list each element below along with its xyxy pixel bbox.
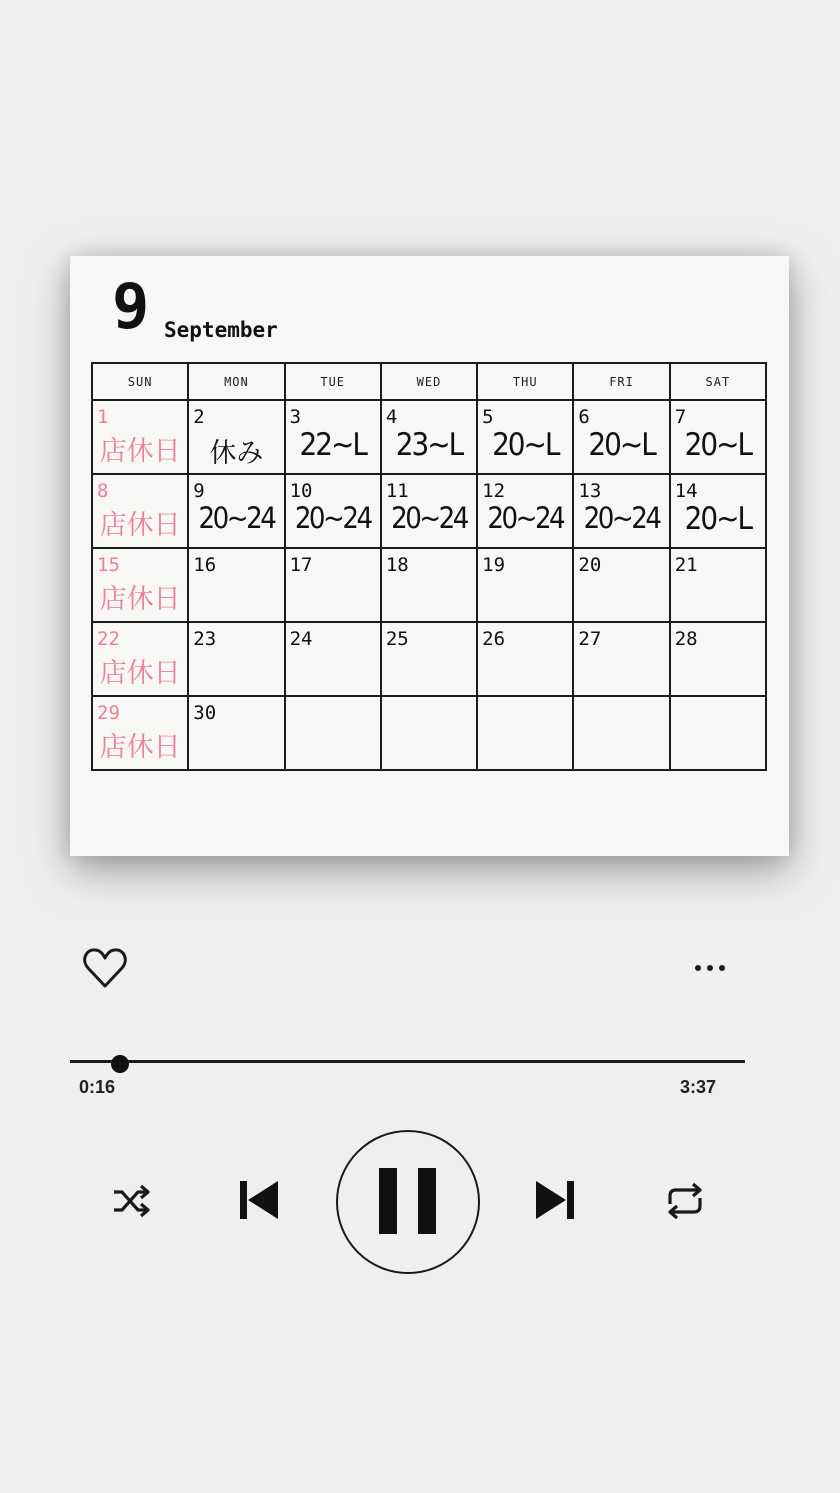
weekday-wed: WED	[381, 363, 477, 400]
day-cell[interactable]	[92, 622, 188, 696]
day-number: 21	[674, 554, 698, 576]
day-number: 30	[193, 702, 217, 724]
closed-day-label: 店休日	[99, 732, 181, 763]
shift-label: 20~24	[294, 501, 371, 535]
day-cell[interactable]	[381, 696, 477, 770]
calendar-grid	[91, 362, 767, 771]
day-number: 2	[193, 406, 205, 428]
day-number: 24	[289, 628, 313, 650]
day-number: 10	[289, 480, 313, 502]
weekday-fri: FRI	[573, 363, 669, 400]
pause-icon	[338, 1132, 478, 1272]
closed-day-label: 店休日	[99, 658, 181, 689]
day-number: 11	[385, 480, 409, 502]
shift-label: 22~L	[299, 427, 366, 463]
elapsed-time: 0:16	[79, 1077, 116, 1097]
day-number: 26	[482, 628, 506, 650]
day-cell[interactable]	[573, 474, 669, 548]
shift-label: 20~24	[391, 501, 467, 535]
day-number: 18	[385, 554, 409, 576]
day-cell[interactable]	[573, 400, 669, 474]
day-cell[interactable]	[92, 400, 188, 474]
weekday-header-row	[92, 363, 766, 400]
closed-day-label: 店休日	[99, 510, 181, 541]
day-number: 12	[482, 480, 506, 502]
closed-day-label: 店休日	[99, 436, 181, 467]
day-number: 15	[97, 554, 120, 576]
day-number: 22	[97, 628, 120, 650]
total-time: 3:37	[680, 1077, 717, 1097]
day-cell[interactable]	[285, 548, 381, 622]
day-number: 28	[674, 628, 698, 650]
day-cell[interactable]	[670, 474, 766, 548]
weekday-thu: THU	[477, 363, 573, 400]
day-cell[interactable]	[188, 696, 284, 770]
weekday-sun: SUN	[92, 363, 188, 400]
day-number: 3	[289, 406, 302, 428]
previous-icon[interactable]	[236, 1175, 282, 1225]
day-cell[interactable]	[477, 474, 573, 548]
day-number: 9	[193, 480, 205, 502]
month-number: 9	[112, 270, 150, 343]
shift-label: 20~24	[487, 501, 564, 535]
day-cell[interactable]	[92, 696, 188, 770]
weekday-tue: TUE	[285, 363, 381, 400]
day-cell[interactable]	[285, 474, 381, 548]
day-number: 20	[578, 554, 602, 576]
day-cell[interactable]	[188, 548, 284, 622]
month-name: September	[164, 318, 278, 342]
day-cell[interactable]	[188, 622, 284, 696]
day-number: 4	[385, 406, 398, 428]
shift-label: 20~L	[492, 427, 559, 463]
weekday-mon: MON	[188, 363, 284, 400]
day-cell[interactable]	[188, 400, 284, 474]
day-cell[interactable]	[573, 622, 669, 696]
day-number: 7	[674, 406, 687, 428]
day-cell[interactable]	[188, 474, 284, 548]
progress-track[interactable]	[70, 1060, 745, 1063]
day-cell[interactable]	[477, 622, 573, 696]
calendar-card	[70, 256, 789, 856]
day-number: 16	[193, 554, 217, 576]
calendar-week-row	[92, 400, 766, 474]
day-cell[interactable]	[285, 696, 381, 770]
day-cell[interactable]	[573, 696, 669, 770]
heart-icon[interactable]	[82, 946, 128, 990]
day-cell[interactable]	[670, 400, 766, 474]
calendar-week-row	[92, 548, 766, 622]
shift-label: 20~24	[198, 501, 275, 535]
day-cell[interactable]	[477, 548, 573, 622]
day-cell[interactable]	[285, 400, 381, 474]
day-number: 17	[289, 554, 313, 576]
day-cell[interactable]	[381, 548, 477, 622]
day-cell[interactable]	[670, 696, 766, 770]
day-number: 29	[97, 702, 120, 724]
shift-label: 23~L	[395, 427, 463, 463]
day-cell[interactable]	[573, 548, 669, 622]
day-number: 23	[193, 628, 217, 650]
day-number: 25	[385, 628, 409, 650]
day-number: 1	[97, 406, 109, 428]
shift-label: 20~L	[588, 427, 655, 463]
day-number: 19	[482, 554, 506, 576]
day-number: 5	[482, 406, 494, 428]
shift-label: 20~24	[583, 501, 660, 535]
shuffle-icon[interactable]	[108, 1180, 154, 1222]
day-number: 14	[674, 480, 698, 502]
closed-day-label: 店休日	[99, 584, 181, 615]
calendar-week-row	[92, 622, 766, 696]
day-cell[interactable]	[670, 622, 766, 696]
shift-label: 休み	[209, 438, 264, 469]
day-number: 6	[578, 406, 590, 428]
day-cell[interactable]	[477, 400, 573, 474]
progress-knob[interactable]	[111, 1055, 129, 1073]
weekday-sat: SAT	[670, 363, 766, 400]
calendar-week-row	[92, 474, 766, 548]
day-number: 13	[578, 480, 602, 502]
day-number: 27	[578, 628, 602, 650]
shift-label: 20~L	[684, 501, 752, 537]
day-cell[interactable]	[92, 548, 188, 622]
shift-label: 20~L	[684, 427, 752, 463]
pause-button[interactable]	[336, 1130, 480, 1274]
day-cell[interactable]	[381, 622, 477, 696]
more-icon[interactable]	[690, 955, 730, 981]
day-number: 8	[97, 480, 109, 502]
day-cell[interactable]	[477, 696, 573, 770]
repeat-icon[interactable]	[662, 1180, 708, 1222]
day-cell[interactable]	[92, 474, 188, 548]
day-cell[interactable]	[381, 400, 477, 474]
day-cell[interactable]	[381, 474, 477, 548]
day-cell[interactable]	[285, 622, 381, 696]
next-icon[interactable]	[532, 1175, 578, 1225]
day-cell[interactable]	[670, 548, 766, 622]
calendar-week-row	[92, 696, 766, 770]
